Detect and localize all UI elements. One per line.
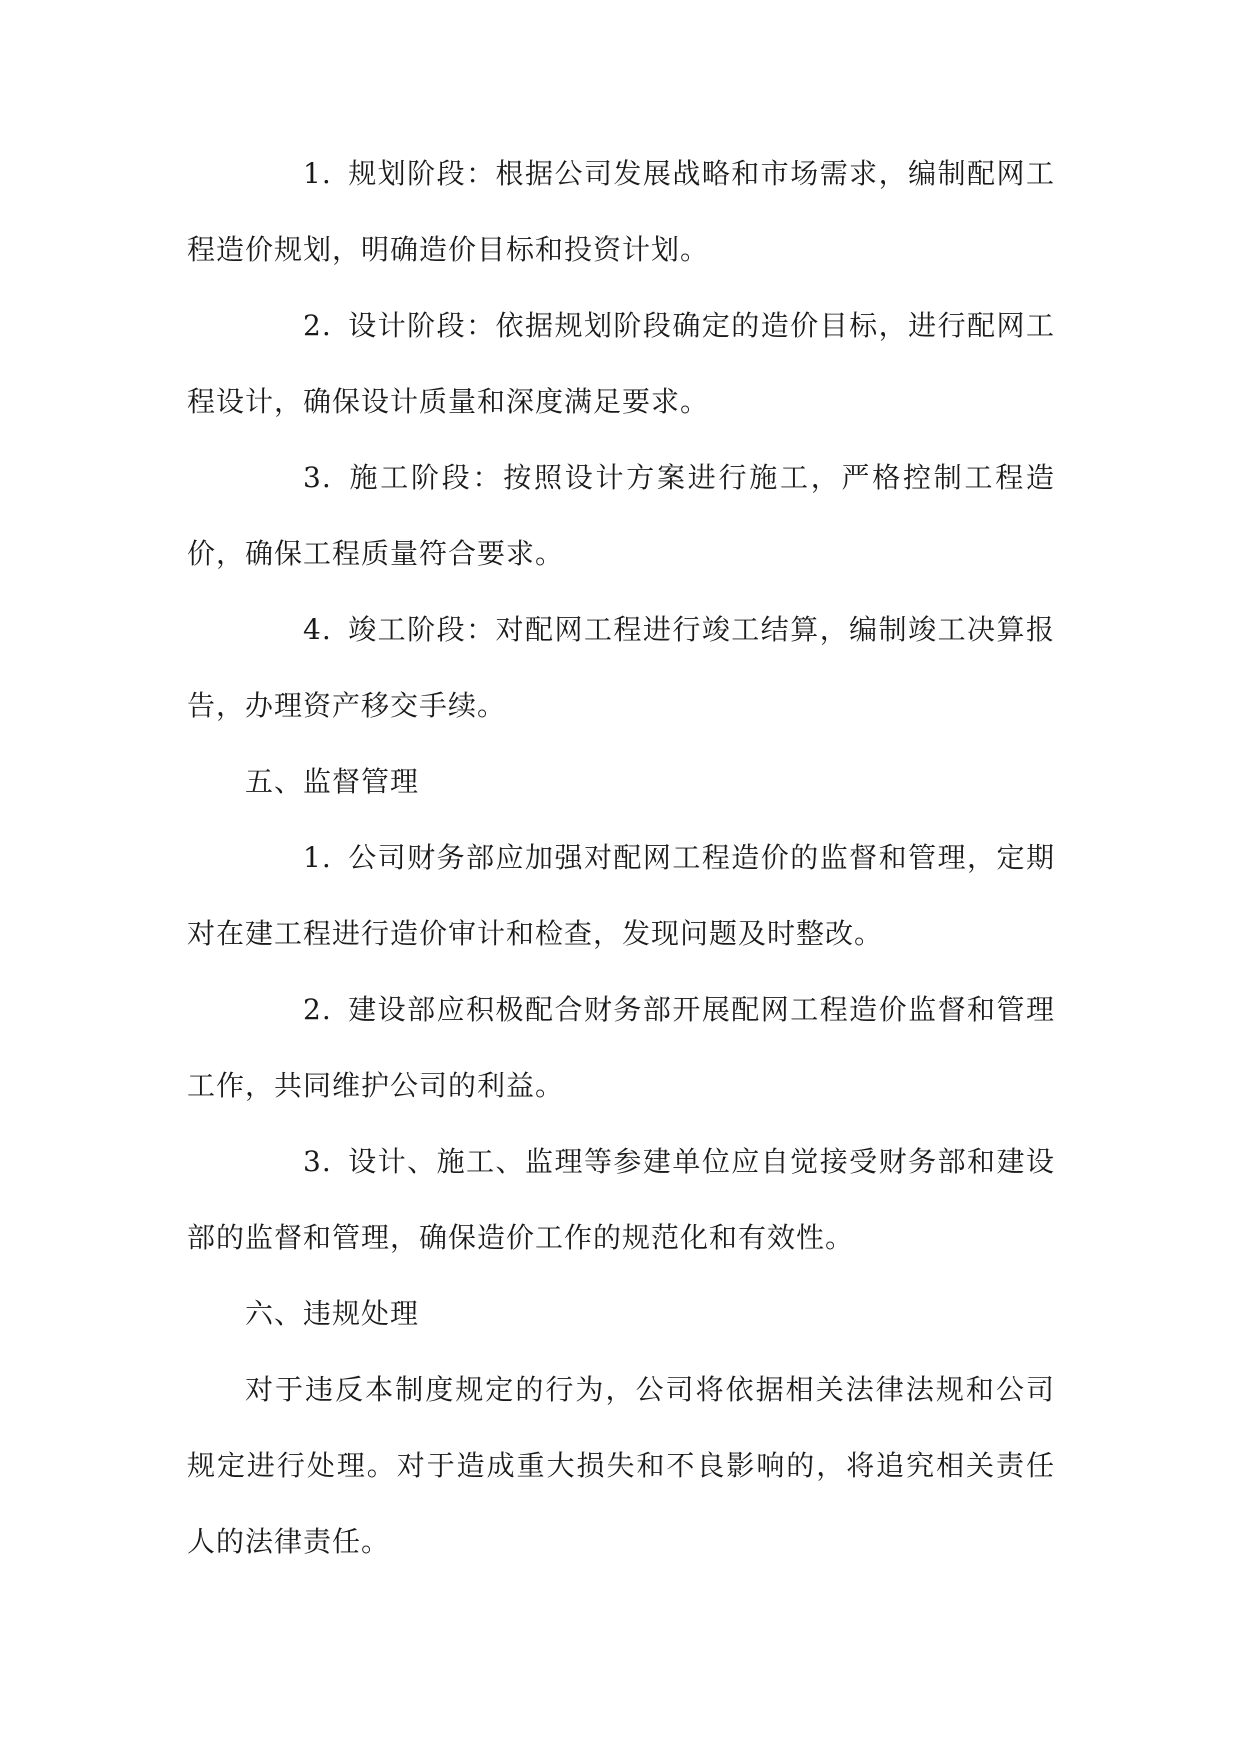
stage-item-3 — [187, 440, 1055, 592]
document-body — [187, 136, 1055, 1580]
stage-item-2 — [187, 288, 1055, 440]
item-text: 设计阶段：依据规划阶段确定的造价目标，进行配网工程设计，确保设计质量和深度满足要求。 — [187, 309, 1055, 418]
supervision-item-1 — [187, 820, 1055, 972]
item-number: 1. — [303, 841, 332, 874]
stage-item-1 — [187, 136, 1055, 288]
item-text: 施工阶段：按照设计方案进行施工，严格控制工程造价，确保工程质量符合要求。 — [187, 461, 1055, 570]
item-number: 4. — [303, 613, 332, 646]
item-number: 2. — [303, 309, 332, 342]
item-text: 建设部应积极配合财务部开展配网工程造价监督和管理工作，共同维护公司的利益。 — [187, 993, 1055, 1102]
stage-item-4 — [187, 592, 1055, 744]
item-number: 2. — [303, 993, 332, 1026]
item-number: 3. — [303, 1145, 332, 1178]
item-text: 竣工阶段：对配网工程进行竣工结算，编制竣工决算报告，办理资产移交手续。 — [187, 613, 1055, 722]
section-heading-supervision: 五、监督管理 — [245, 765, 420, 798]
section-heading-violations: 六、违规处理 — [245, 1297, 420, 1330]
item-number: 3. — [303, 461, 332, 494]
violations-paragraph: 对于违反本制度规定的行为，公司将依据相关法律法规和公司规定进行处理。对于造成重大损失和不良影响的，将追究相关责任人的法律责任。 — [187, 1373, 1055, 1558]
item-text: 设计、施工、监理等参建单位应自觉接受财务部和建设部的监督和管理，确保造价工作的规范化和有效性。 — [187, 1145, 1055, 1254]
supervision-item-3 — [187, 1124, 1055, 1276]
supervision-item-2 — [187, 972, 1055, 1124]
item-number: 1. — [303, 157, 332, 190]
item-text: 规划阶段：根据公司发展战略和市场需求，编制配网工程造价规划，明确造价目标和投资计划。 — [187, 157, 1055, 266]
item-text: 公司财务部应加强对配网工程造价的监督和管理，定期对在建工程进行造价审计和检查，发现问题及时整改。 — [187, 841, 1055, 950]
